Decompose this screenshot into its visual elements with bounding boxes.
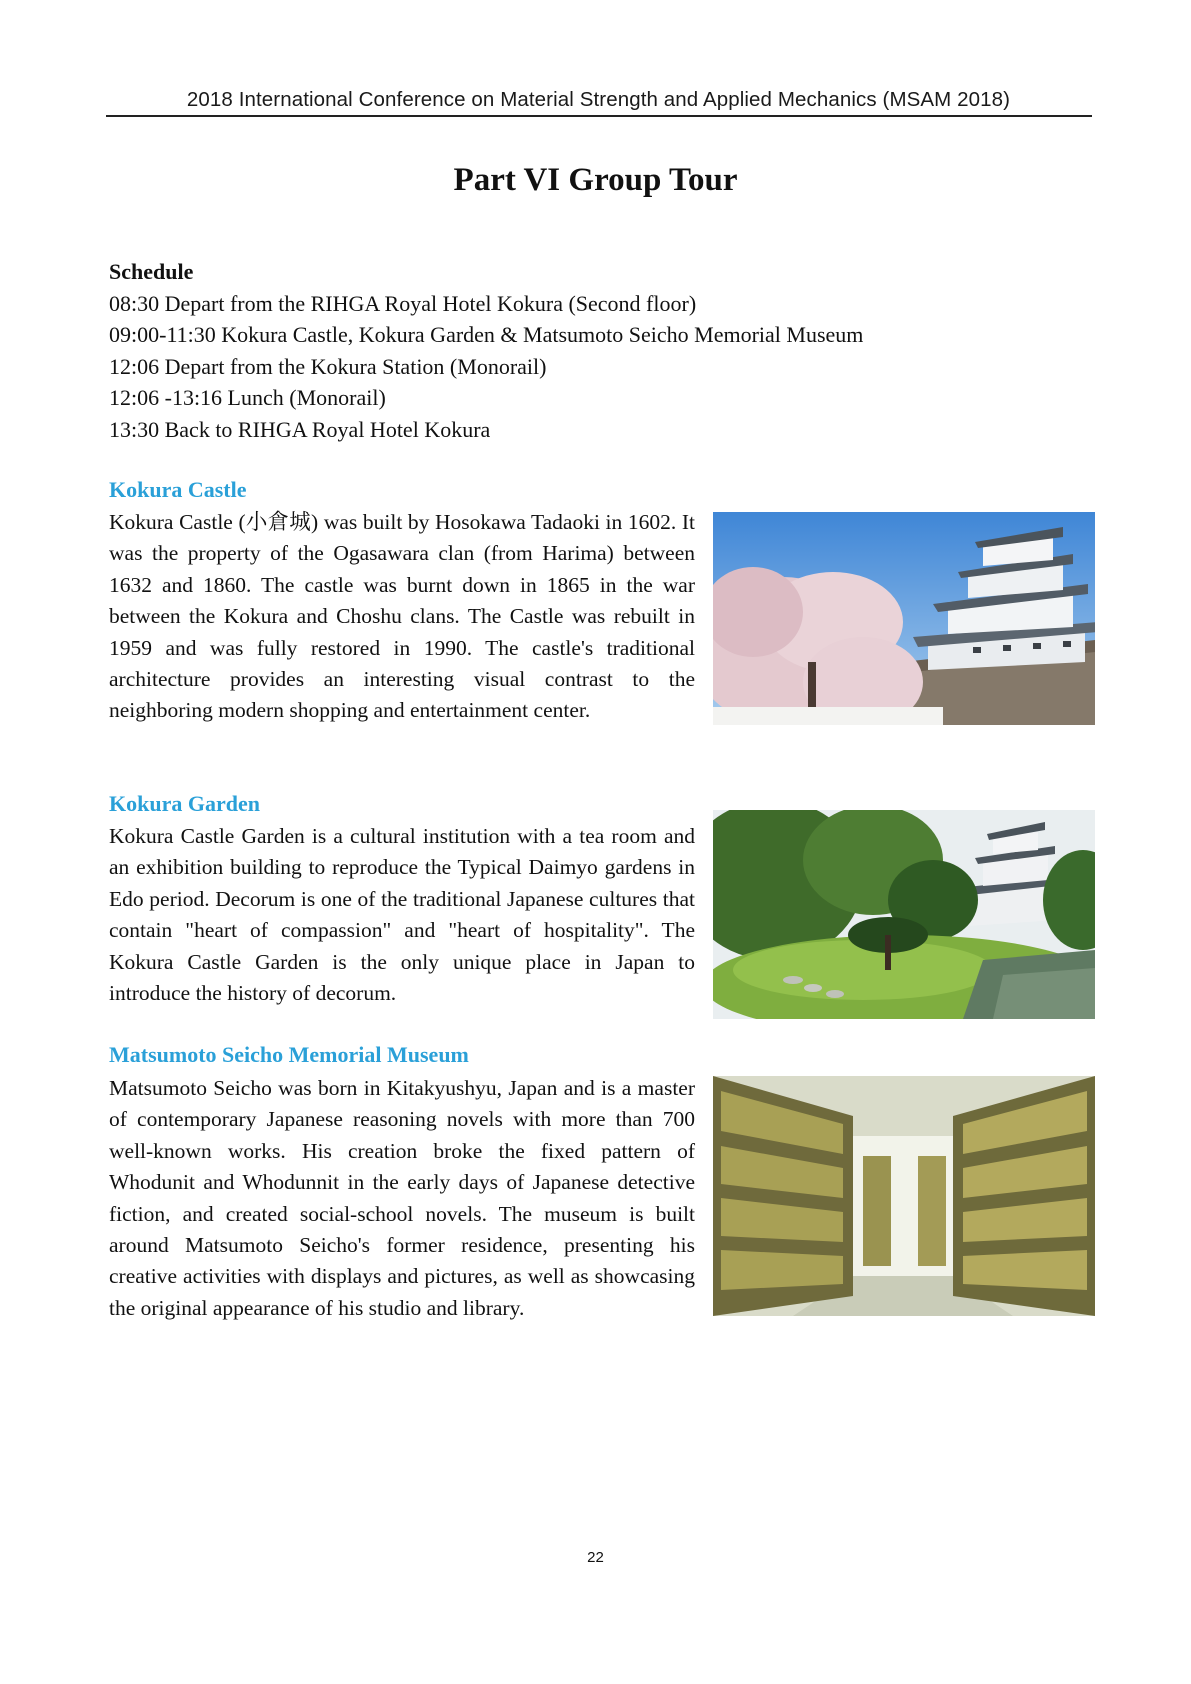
kokura-garden-photo [713,810,1095,1019]
running-header: 2018 International Conference on Material Strength and Applied Mechanics (MSAM 2018) [186,88,1011,111]
header-divider [106,115,1092,117]
schedule-item: 12:06 -13:16 Lunch (Monorail) [109,385,386,410]
schedule-block [109,256,863,445]
kokura-garden-text: Kokura Castle Garden is a cultural institution with a tea room and an exhibition building to reproduce the Typical Daimyo gardens in Edo period. Decorum is one of the traditional Japanese cultures that contain "heart of compassion" and "heart of hospitality". The Kokura Castle Garden is the only unique place in Japan to introduce the history of decorum. [109,824,695,1006]
schedule-item: 08:30 Depart from the RIHGA Royal Hotel Kokura (Second floor) [109,290,697,316]
schedule-heading: Schedule [109,259,194,284]
kokura-castle-photo [713,512,1095,725]
kokura-garden-heading: Kokura Garden [109,791,260,816]
schedule-item: 13:30 Back to RIHGA Royal Hotel Kokura [109,416,491,442]
page-title: Part VI Group Tour [453,162,738,198]
kokura-castle-text: Kokura Castle (小倉城) was built by Hosokawa Tadaoki in 1602. It was the property of the Ogasawara clan (from Harima) between 1632 and 1860. The castle was burnt down in 1865 in the war between the Kokura and Choshu clans. The Castle was rebuilt in 1959 and was fully restored in 1990. The castle's traditional architecture provides an interesting visual contrast to the neighboring modern shopping and entertainment center. [109,510,695,723]
museum-library-photo [713,1076,1095,1316]
kokura-castle-heading: Kokura Castle [109,477,247,502]
page-number: 22 [587,1549,604,1566]
schedule-item: 09:00-11:30 Kokura Castle, Kokura Garden & Matsumoto Seicho Memorial Museum [109,322,864,347]
museum-text: Matsumoto Seicho was born in Kitakyushyu, Japan and is a master of contemporary Japanese reasoning novels with more than 700 well-known works. His creation broke the fixed pattern of Whodunit and Whodunnit in the early days of Japanese detective fiction, and created social-school novels. The museum is built around Matsumoto Seicho's former residence, presenting his creative activities with displays and pictures, as well as showcasing the original appearance of his studio and library. [109,1076,695,1320]
museum-heading: Matsumoto Seicho Memorial Museum [109,1042,469,1067]
schedule-item: 12:06 Depart from the Kokura Station (Monorail) [109,353,547,379]
